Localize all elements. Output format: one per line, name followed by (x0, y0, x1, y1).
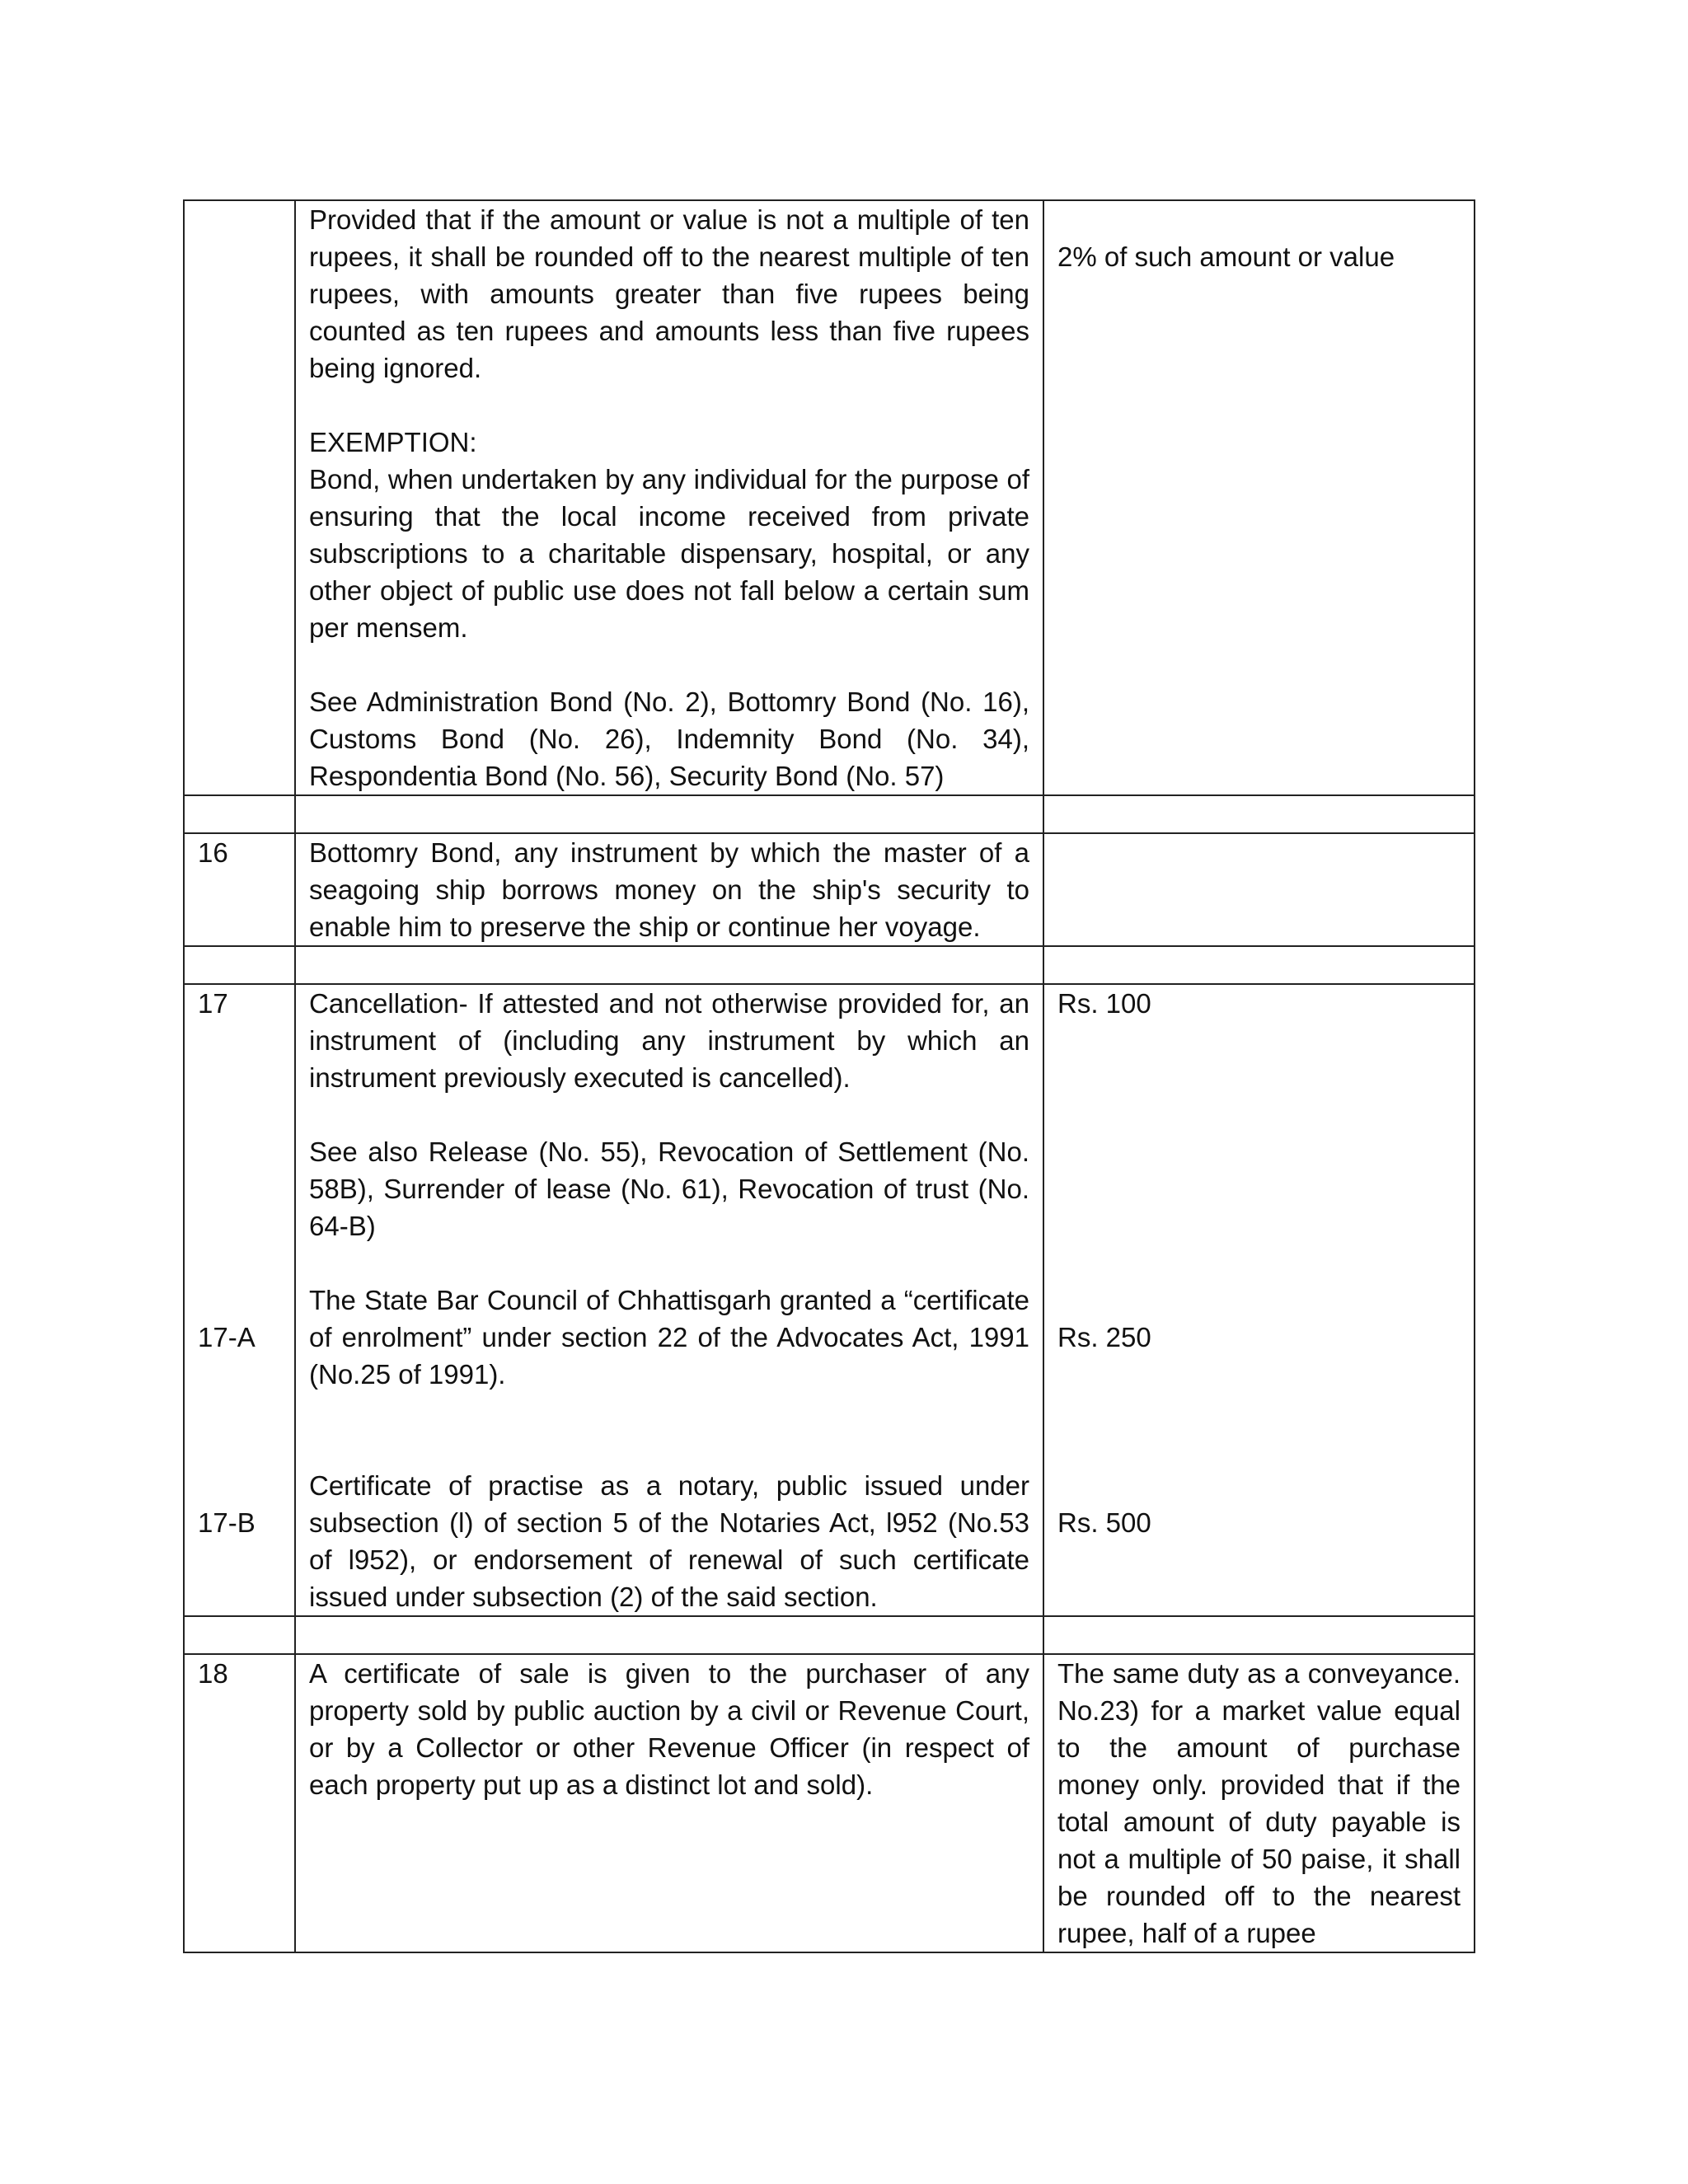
description-cell (295, 984, 1043, 1616)
exemption-heading: EXEMPTION: (309, 427, 477, 457)
article-number-17a: 17-A (198, 1322, 256, 1352)
table-row-bond-continued (184, 200, 1475, 795)
duty-cell (1043, 200, 1475, 795)
duty-cell (1043, 833, 1475, 946)
exemption-text: Bond, when undertaken by any individual for the purpose of ensuring that the local income received from private subscriptions to a charitable dispensary, hospital, or any other object of public use does not fall below a certain sum per mensem. (309, 464, 1029, 643)
article-number-17: 17 (198, 988, 228, 1019)
description-text-17a: The State Bar Council of Chhattisgarh granted a “certificate of enrolment” under section 22 of the Advocates Act, 1991 (No.25 of 1991). (309, 1285, 1029, 1390)
article-number: 16 (198, 837, 228, 868)
see-also-text-17: See also Release (No. 55), Revocation of Settlement (No. 58B), Surrender of lease (No. 61), Revocation of trust (No. 64-B) (309, 1137, 1029, 1241)
duty-text-17a: Rs. 250 (1057, 1322, 1151, 1352)
article-number-cell (184, 833, 295, 946)
duty-cell (1043, 1654, 1475, 1952)
duty-text: The same duty as a conveyance. No.23) for a market value equal to the amount of purchase money only. provided that if the total amount of duty payable is not a multiple of 50 paise, it shall be rounded off to the nearest rupee, half of a rupee (1057, 1658, 1461, 1948)
spacer-row (184, 795, 1475, 833)
description-text-17b: Certificate of practise as a notary, public issued under subsection (l) of section 5 of the Notaries Act, l952 (No.53 of l952), or endorsement of renewal of such certificate issued under subsection (2) of the said section. (309, 1470, 1029, 1612)
article-number-17b: 17-B (198, 1507, 256, 1538)
table-row-17 (184, 984, 1475, 1616)
description-text-17: Cancellation- If attested and not otherwise provided for, an instrument of (including any instrument by which an instrument previously executed is cancelled). (309, 988, 1029, 1093)
table-row-18 (184, 1654, 1475, 1952)
description-text: Bottomry Bond, any instrument by which the master of a seagoing ship borrows money on the ship's security to enable him to preserve the ship or continue her voyage. (309, 837, 1029, 942)
table-row-16 (184, 833, 1475, 946)
spacer-row (184, 1616, 1475, 1654)
description-cell (295, 200, 1043, 795)
duty-text-17: Rs. 100 (1057, 988, 1151, 1019)
proviso-text: Provided that if the amount or value is not a multiple of ten rupees, it shall be rounded off to the nearest multiple of ten rupees, with amounts greater than five rupees being counted as ten rupees and amounts less than five rupees being ignored. (309, 204, 1029, 383)
article-number-cell (184, 200, 295, 795)
duty-text: 2% of such amount or value (1057, 241, 1395, 272)
article-number-cell (184, 1654, 295, 1952)
duty-text-17b: Rs. 500 (1057, 1507, 1151, 1538)
description-text: A certificate of sale is given to the purchaser of any property sold by public auction by a civil or Revenue Court, or by a Collector or other Revenue Officer (in respect of each property put up as a distinct lot and sold). (309, 1658, 1029, 1800)
article-number-cell (184, 984, 295, 1616)
stamp-duty-schedule-table (183, 199, 1475, 1953)
article-number: 18 (198, 1658, 228, 1689)
description-cell (295, 833, 1043, 946)
spacer-row (184, 946, 1475, 984)
duty-cell (1043, 984, 1475, 1616)
description-cell (295, 1654, 1043, 1952)
see-also-text: See Administration Bond (No. 2), Bottomry Bond (No. 16), Customs Bond (No. 26), Indemnity Bond (No. 34), Respondentia Bond (No. 56), Security Bond (No. 57) (309, 687, 1029, 791)
